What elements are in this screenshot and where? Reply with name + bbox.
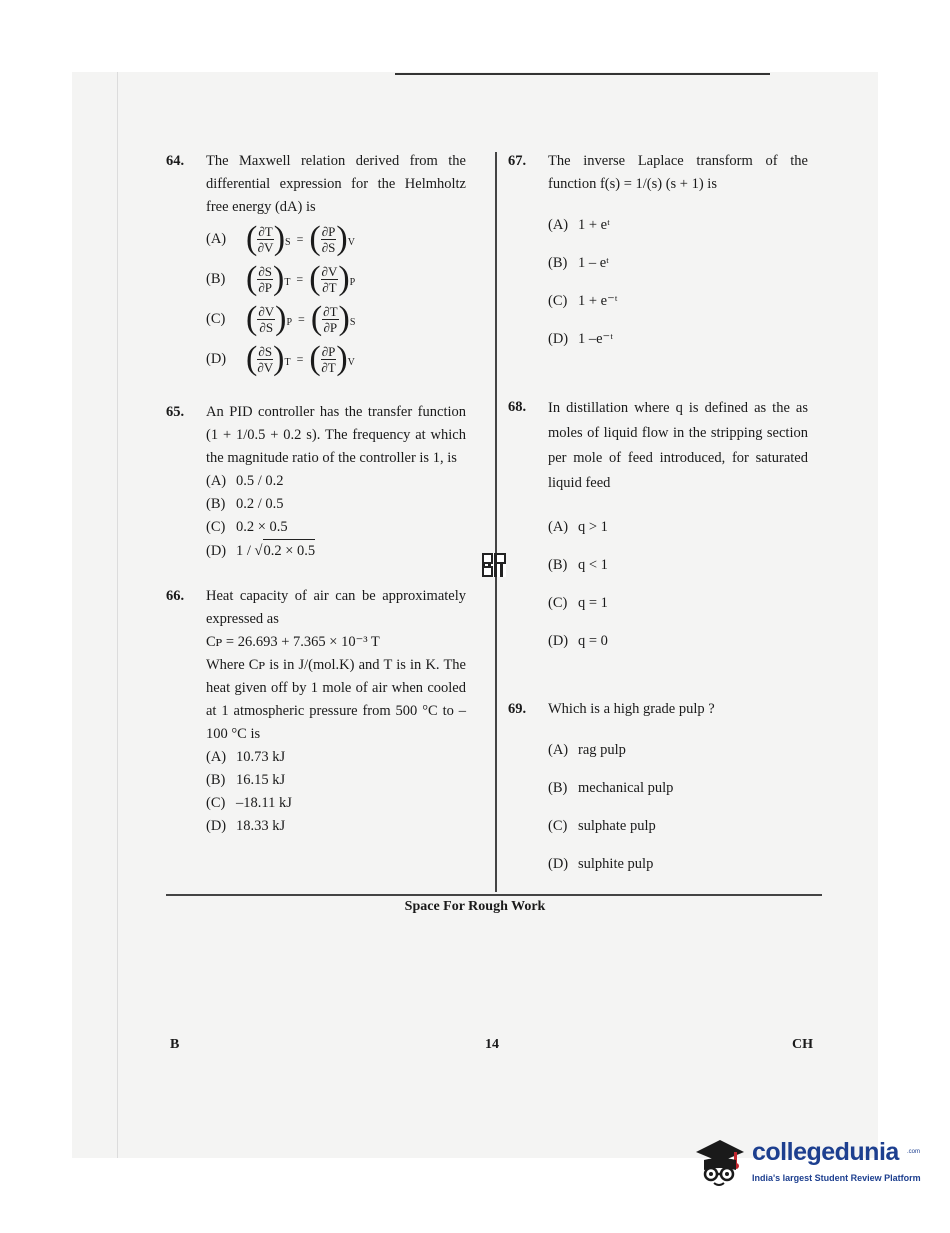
- page-number: 14: [485, 1037, 499, 1052]
- option-text: q = 1: [578, 594, 608, 611]
- rhs-numerator: ∂T: [323, 303, 338, 319]
- option-text: 0.2 × 0.5: [236, 519, 288, 535]
- option-label: (D): [206, 818, 227, 834]
- option-text: 10.73 kJ: [236, 749, 286, 765]
- option-label: (D): [548, 330, 569, 347]
- rhs-denominator: ∂P: [323, 319, 338, 335]
- question-text: The Maxwell relation derived from the differential expression for the Helmholtz free energy (dA) is: [206, 153, 466, 215]
- option-c: [548, 807, 808, 845]
- question-text: Which is a high grade pulp ?: [548, 701, 715, 717]
- option-label: (D): [206, 542, 227, 559]
- option-label: (A): [548, 741, 569, 758]
- question-67: [508, 150, 808, 358]
- partial-derivative-rhs: ( $\frac{\partial P}{\partial S}$ ) V: [309, 220, 355, 257]
- question-number: 67.: [508, 153, 527, 169]
- option-label: (A): [548, 216, 569, 233]
- rhs-numerator: ∂V: [321, 263, 338, 279]
- option-prefix: 1 / √: [236, 542, 263, 559]
- partial-derivative-lhs: ( $\frac{\partial T}{\partial V}$ ) S: [246, 220, 291, 257]
- question-66: [166, 585, 466, 838]
- option-text: 0.2 / 0.5: [236, 496, 284, 512]
- option-label: (D): [206, 350, 227, 367]
- option-a: [206, 470, 466, 493]
- rough-work-label: Space For Rough Work: [404, 899, 546, 914]
- option-d: [548, 320, 808, 358]
- option-text: sulphate pulp: [578, 817, 656, 834]
- option-label: (D): [548, 855, 569, 872]
- option-label: (C): [206, 310, 226, 327]
- question-number: 68.: [508, 399, 527, 415]
- option-text: 1 + eᵗ: [578, 216, 610, 233]
- footer-series: B: [170, 1037, 180, 1052]
- rhs-subscript: V: [347, 237, 355, 248]
- lhs-numerator: ∂T: [258, 223, 273, 239]
- lhs-numerator: ∂S: [258, 343, 273, 359]
- rhs-subscript: P: [349, 277, 356, 288]
- lhs-numerator: ∂V: [258, 303, 275, 319]
- question-65: [166, 401, 466, 563]
- rhs-denominator: ∂T: [322, 279, 337, 295]
- rhs-subscript: V: [347, 357, 355, 368]
- question-number: 66.: [166, 588, 185, 604]
- option-label: (D): [548, 632, 569, 649]
- option-text: q = 0: [578, 632, 608, 649]
- rhs-denominator: ∂S: [321, 239, 336, 255]
- question-number: 69.: [508, 701, 527, 717]
- lhs-subscript: T: [284, 277, 291, 288]
- question-number: 65.: [166, 404, 185, 420]
- qr-code-icon: [482, 553, 506, 577]
- logo-domain: .com: [907, 1149, 921, 1155]
- lhs-numerator: ∂S: [258, 263, 272, 279]
- option-label: (B): [206, 496, 226, 512]
- question-text: In distillation where q is defined as the as moles of liquid flow in the stripping section per mole of feed introduced, for saturated liquid feed: [548, 400, 808, 491]
- partial-derivative-rhs: ( $\frac{\partial P}{\partial T}$ ) V: [309, 340, 355, 377]
- option-text: rag pulp: [578, 741, 626, 758]
- lhs-denominator: ∂V: [257, 359, 274, 375]
- option-b: [206, 769, 466, 792]
- option-label: (B): [548, 254, 568, 271]
- top-rule: [395, 73, 770, 75]
- partial-derivative-lhs: ( $\frac{\partial S}{\partial P}$ ) T: [246, 260, 291, 297]
- option-text: mechanical pulp: [578, 779, 674, 796]
- equals-sign: =: [296, 231, 304, 246]
- question-text: An PID controller has the transfer function (1 + 1/0.5 + 0.2 s). The frequency at which the magnitude ratio of the controller is 1, is: [206, 404, 466, 466]
- partial-derivative-rhs: ( $\frac{\partial T}{\partial P}$ ) S: [310, 300, 356, 337]
- option-label: (A): [206, 230, 227, 247]
- partial-derivative-lhs: ( $\frac{\partial V}{\partial S}$ ) P: [246, 300, 293, 337]
- option-a: [206, 746, 466, 769]
- option-label: (B): [548, 779, 568, 796]
- option-b: [548, 244, 808, 282]
- question-64: [166, 150, 466, 379]
- option-b: [206, 493, 466, 516]
- equals-sign: =: [298, 311, 305, 326]
- option-text: q > 1: [578, 518, 608, 535]
- option-d: [548, 622, 808, 660]
- left-column: [166, 150, 466, 838]
- option-text: 16.15 kJ: [236, 772, 286, 788]
- option-label: (C): [206, 519, 226, 535]
- question-text-continued: Where Cᴘ is in J/(mol.K) and T is in K. The heat given off by 1 mole of air when cooled at 1 atmospheric pressure from 500 °C to – 100 °C is: [206, 657, 466, 742]
- option-c: [548, 282, 808, 320]
- option-label: (B): [206, 772, 226, 788]
- option-label: (B): [206, 270, 226, 287]
- option-label: (C): [548, 594, 568, 611]
- question-number: 64.: [166, 153, 185, 169]
- question-text: Heat capacity of air can be approximately expressed as: [206, 588, 466, 627]
- option-text: 1 – eᵗ: [578, 254, 609, 271]
- option-c: [206, 792, 466, 815]
- option-text: –18.11 kJ: [236, 795, 292, 811]
- option-b: [548, 769, 808, 807]
- option-b: [206, 259, 466, 299]
- rhs-subscript: S: [349, 317, 356, 328]
- option-label: (A): [206, 749, 227, 765]
- option-c: [548, 584, 808, 622]
- option-label: (C): [206, 795, 226, 811]
- page-edge-line: [117, 72, 118, 1158]
- option-label: (C): [548, 817, 568, 834]
- lhs-denominator: ∂P: [258, 279, 272, 295]
- option-radicand: 0.2 × 0.5: [263, 539, 316, 563]
- option-c: [206, 299, 466, 339]
- option-d: [206, 339, 466, 379]
- partial-derivative-lhs: ( $\frac{\partial S}{\partial V}$ ) T: [246, 340, 291, 377]
- option-label: (B): [548, 556, 568, 573]
- lhs-denominator: ∂V: [257, 239, 274, 255]
- rhs-numerator: ∂P: [321, 343, 336, 359]
- option-text: q < 1: [578, 556, 608, 573]
- option-c: [206, 516, 466, 539]
- question-69: [508, 698, 808, 883]
- heat-capacity-formula: Cᴘ = 26.693 + 7.365 × 10⁻³ T: [206, 634, 380, 650]
- option-b: [548, 546, 808, 584]
- option-label: (A): [206, 473, 227, 489]
- footer-subject-code: CH: [792, 1037, 813, 1052]
- right-column: [508, 150, 808, 883]
- question-68: [508, 396, 808, 660]
- option-a: [548, 508, 808, 546]
- partial-derivative-rhs: ( $\frac{\partial V}{\partial T}$ ) P: [309, 260, 356, 297]
- bottom-rule: [166, 894, 822, 896]
- lhs-denominator: ∂S: [259, 319, 274, 335]
- option-label: (A): [548, 518, 569, 535]
- option-text: 1 + e⁻ᵗ: [578, 292, 618, 309]
- logo-wordmark: collegedunia: [752, 1138, 899, 1166]
- option-a: [206, 219, 466, 259]
- column-divider: [495, 152, 497, 892]
- equals-sign: =: [296, 271, 304, 286]
- lhs-subscript: P: [286, 317, 293, 328]
- option-text: 0.5 / 0.2: [236, 473, 284, 489]
- option-d: [206, 539, 466, 563]
- question-text: The inverse Laplace transform of the function f(s) = 1/(s) (s + 1) is: [548, 153, 808, 192]
- option-text: 18.33 kJ: [236, 818, 286, 834]
- rhs-numerator: ∂P: [321, 223, 336, 239]
- lhs-subscript: S: [285, 237, 291, 248]
- lhs-subscript: T: [284, 357, 291, 368]
- graduate-mascot-icon: [690, 1130, 750, 1190]
- option-label: (C): [548, 292, 568, 309]
- option-text: 1 –e⁻ᵗ: [578, 330, 613, 347]
- rhs-denominator: ∂T: [321, 359, 336, 375]
- equals-sign: =: [296, 351, 304, 366]
- option-a: [548, 731, 808, 769]
- collegedunia-logo[interactable]: [690, 1130, 920, 1190]
- option-d: [548, 845, 808, 883]
- option-d: [206, 815, 466, 838]
- option-text: sulphite pulp: [578, 855, 654, 872]
- question-64-options: [166, 219, 466, 379]
- logo-tagline: India's largest Student Review Platform: [752, 1173, 921, 1183]
- option-a: [548, 206, 808, 244]
